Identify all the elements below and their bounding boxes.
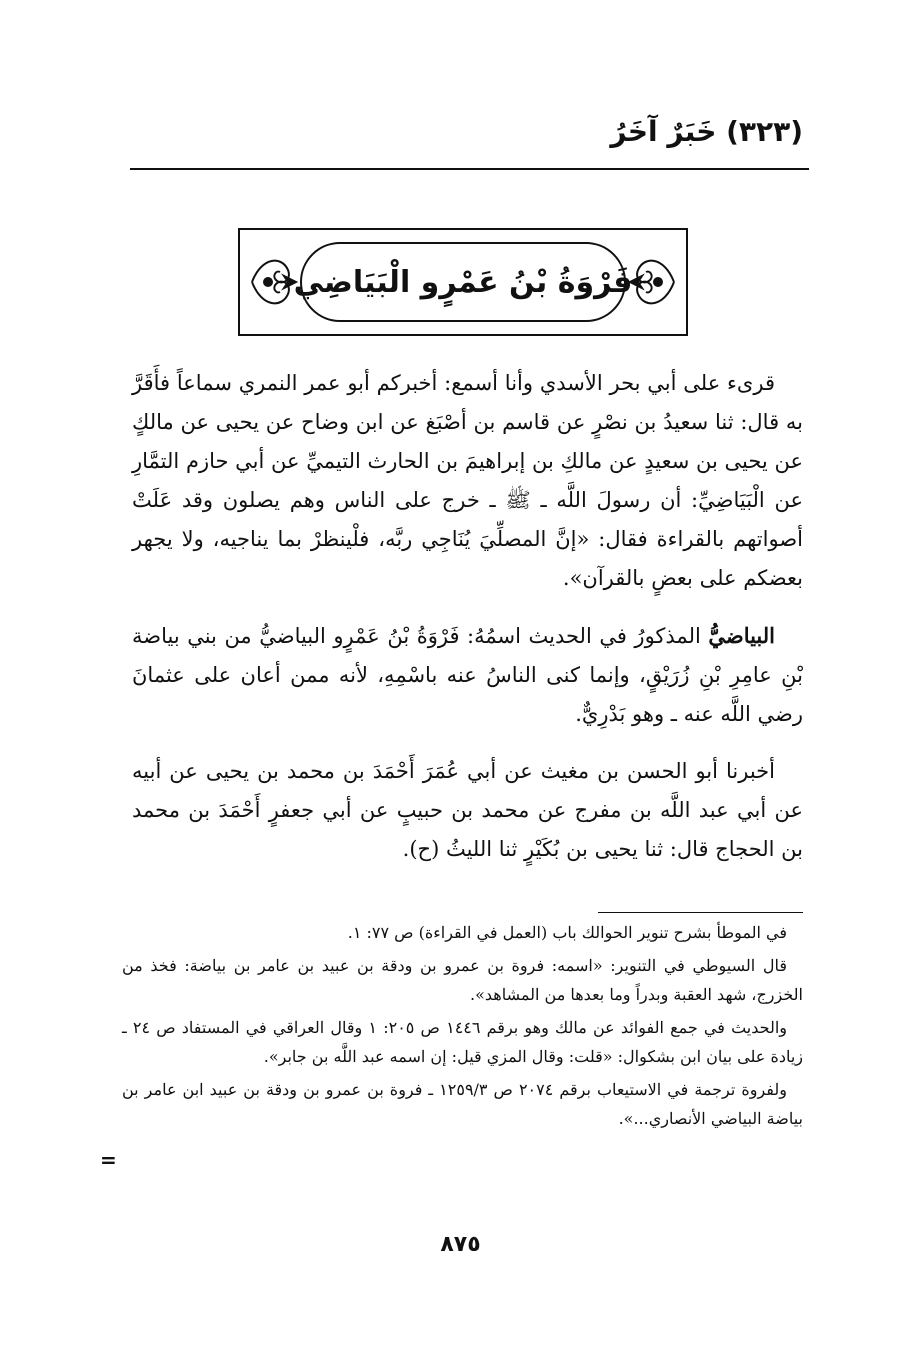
paragraph-hadith-chain: قرىء على أبي بحر الأسدي وأنا أسمع: أخبركم أبو عمر النمري سماعاً فأَقَرَّ به قال: ثنا سعيدُ بن نصْرٍ عن قاسم بن أصْبَغ عن ابن وضاح عن يحيى عن مالكٍ عن يحيى بن سعيدٍ عن مالكِ بن إبراهيمَ بن الحارث التيميِّ عن أبي حازم التمَّارِ عن الْبَيَاضِيِّ: أن رسولَ اللَّه ـ ﷺ ـ خرج على الناس وهم يصلون وقد عَلَتْ أصواتهم بالقراءة فقال: «إنَّ المصلِّيَ يُنَاجِي ربَّه، فلْينظرْ بما يناجيه، ولا يجهر بعضكم على بعضٍ بالقرآن». xyxy=(132,371,803,590)
header-divider xyxy=(130,168,809,170)
section-title: فَرْوَةُ بْنُ عَمْرٍو الْبَيَاضِي xyxy=(293,264,633,300)
title-cartouche xyxy=(293,242,633,322)
paragraph-second-chain: أخبرنا أبو الحسن بن مغيث عن أبي عُمَرَ أَحْمَدَ بن محمد بن يحيى عن أبيه عن أبي عبد اللَّه بن مفرج عن محمد بن حبيبٍ عن أبي جعفرٍ أَحْمَدَ بن محمد بن الحجاج قال: ثنا يحيى بن بُكَيْرٍ ثنا الليثُ (ح). xyxy=(132,759,803,861)
footnote: قال السيوطي في التنوير: «اسمه: فروة بن عمرو بن ودقة بن عبيد بن عامر بن بياضة: فخذ من الخزرج، شهد العقبة وبدراً وما بعدها من المشاهد». xyxy=(122,956,803,1004)
page-number: ٨٧٥ xyxy=(440,1232,481,1257)
continuation-mark: = xyxy=(100,1148,117,1172)
paragraph-lead-word: البياضيُّ xyxy=(708,623,775,648)
chapter-header: (٣٢٣) خَبَرٌ آخَرُ xyxy=(610,115,803,148)
paragraph-narrator-identity xyxy=(132,616,803,734)
footnotes xyxy=(122,918,803,1137)
paragraph-text: المذكورُ في الحديث اسمُهُ: فَرْوَةُ بْنُ عَمْرٍو البياضيُّ من بني بياضة بْنِ عامِرِ بْنِ زُرَيْقٍ، وإنما كنى الناسُ عنه باسْمِهِ، لأنه ممن أعان على عثمانَ رضي اللَّه عنه ـ وهو بَدْرِيٌّ. xyxy=(132,624,803,726)
main-text xyxy=(132,364,803,887)
footnote: والحديث في جمع الفوائد عن مالك وهو برقم ١٤٤٦ ص ٢٠٥: ١ وقال العراقي في المستفاد ص ٢٤ ـ زيادة على بيان ابن بشكوال: «قلت: وقال المزي قيل: إن اسمه عبد اللَّه بن جابر». xyxy=(122,1018,803,1066)
section-title-frame xyxy=(238,228,688,336)
footnote: ولفروة ترجمة في الاستيعاب برقم ٢٠٧٤ ص ١٢٥٩/٣ ـ فروة بن عمرو بن ودقة بن عبيد ابن عامر بن بياضة البياضي الأنصاري...». xyxy=(122,1080,803,1128)
footnote: في الموطأ بشرح تنوير الحوالك باب (العمل في القراءة) ص ٧٧: ١. xyxy=(347,923,787,942)
footnote-divider xyxy=(598,912,803,913)
